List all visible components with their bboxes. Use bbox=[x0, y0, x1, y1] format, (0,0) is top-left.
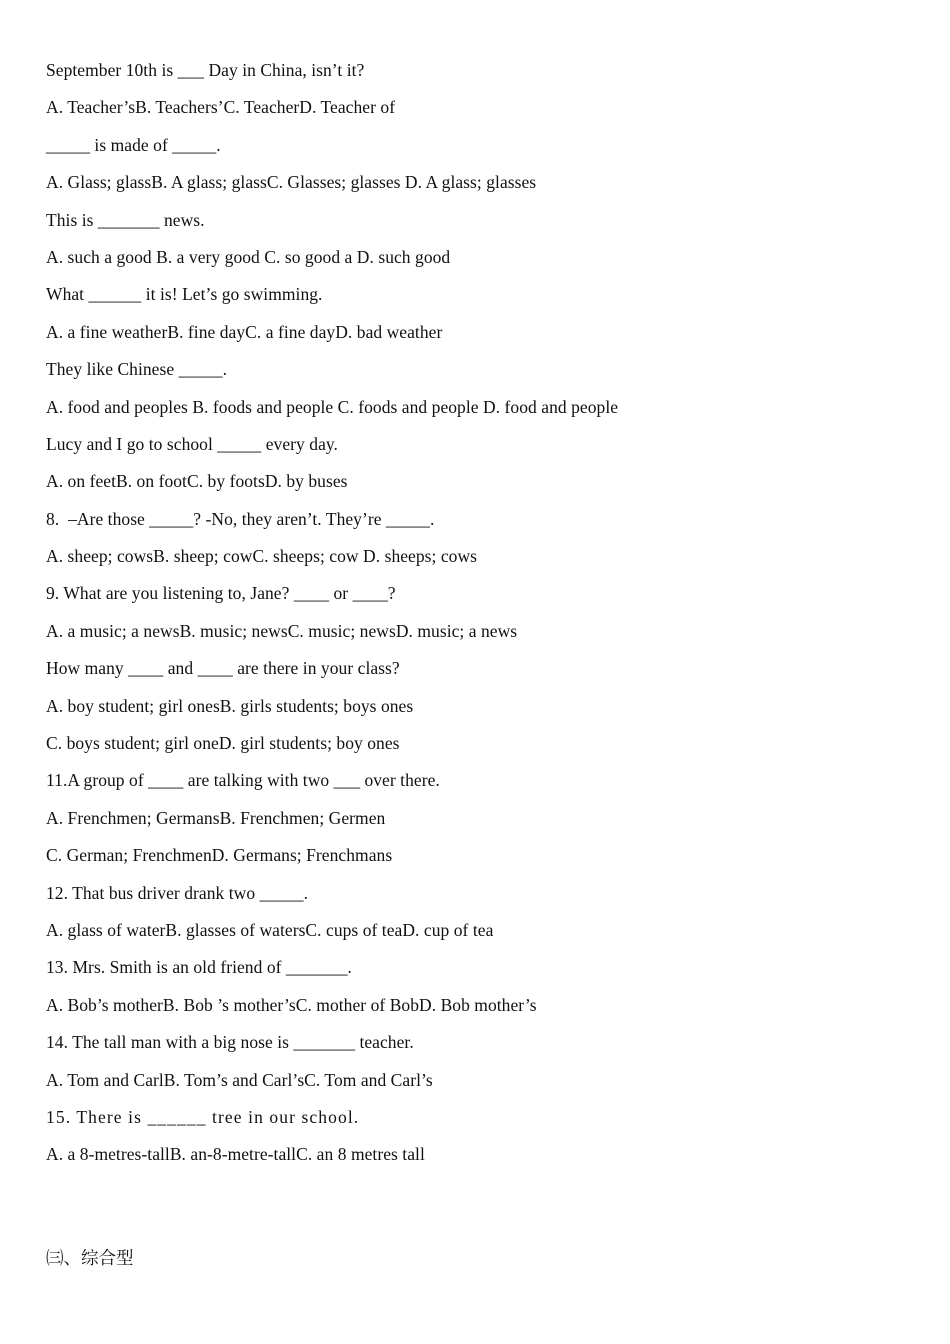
option-line: A. a fine weatherB. fine dayC. a fine dayD. bad weather bbox=[46, 321, 443, 342]
question-line: Lucy and I go to school _____ every day. bbox=[46, 433, 338, 454]
option-line: A. a 8-metres-tallB. an-8-metre-tallC. an 8 metres tall bbox=[46, 1144, 425, 1165]
question-line: 12. That bus driver drank two _____. bbox=[46, 882, 308, 903]
question-line: This is _______ news. bbox=[46, 209, 205, 230]
question-line: 9. What are you listening to, Jane? ____ or ____? bbox=[46, 583, 396, 604]
question-line: 11.A group of ____ are talking with two ___ over there. bbox=[46, 770, 440, 791]
question-line: 15. There is ______ tree in our school. bbox=[46, 1106, 360, 1127]
option-line: C. German; FrenchmenD. Germans; Frenchmans bbox=[46, 845, 393, 866]
option-line: A. a music; a newsB. music; newsC. music; newsD. music; a news bbox=[46, 620, 518, 641]
option-line: A. glass of waterB. glasses of watersC. cups of teaD. cup of tea bbox=[46, 919, 494, 940]
option-line: A. Teacher’sB. Teachers’C. TeacherD. Teacher of bbox=[46, 97, 396, 118]
option-line: A. boy student; girl onesB. girls students; boys ones bbox=[46, 695, 414, 716]
option-line: A. Bob’s motherB. Bob ’s mother’sC. mother of BobD. Bob mother’s bbox=[46, 994, 537, 1015]
option-line: A. Tom and CarlB. Tom’s and Carl’sC. Tom and Carl’s bbox=[46, 1069, 433, 1090]
option-line: A. Glass; glassB. A glass; glassC. Glasses; glasses D. A glass; glasses bbox=[46, 172, 537, 193]
question-line: 14. The tall man with a big nose is _______ teacher. bbox=[46, 1032, 414, 1053]
question-line: They like Chinese _____. bbox=[46, 359, 228, 380]
question-line: What ______ it is! Let’s go swimming. bbox=[46, 284, 323, 305]
question-line: _____ is made of _____. bbox=[46, 134, 221, 155]
question-line: How many ____ and ____ are there in your class? bbox=[46, 658, 400, 679]
section-heading: ㈢、综合型 bbox=[46, 1248, 134, 1268]
option-line: A. on feetB. on footC. by footsD. by buses bbox=[46, 471, 348, 492]
option-line: A. food and peoples B. foods and people C. foods and people D. food and people bbox=[46, 396, 619, 417]
question-line: September 10th is ___ Day in China, isn’t it? bbox=[46, 60, 365, 80]
option-line: C. boys student; girl oneD. girl students; boy ones bbox=[46, 733, 400, 754]
option-line: A. sheep; cowsB. sheep; cowC. sheeps; cow D. sheeps; cows bbox=[46, 546, 478, 567]
question-line: 13. Mrs. Smith is an old friend of _______. bbox=[46, 957, 352, 978]
question-list bbox=[46, 52, 906, 1174]
option-line: A. Frenchmen; GermansB. Frenchmen; Germen bbox=[46, 807, 386, 828]
question-line: 8. –Are those _____? -No, they aren’t. They’re _____. bbox=[46, 508, 435, 529]
option-line: A. such a good B. a very good C. so good a D. such good bbox=[46, 246, 451, 267]
